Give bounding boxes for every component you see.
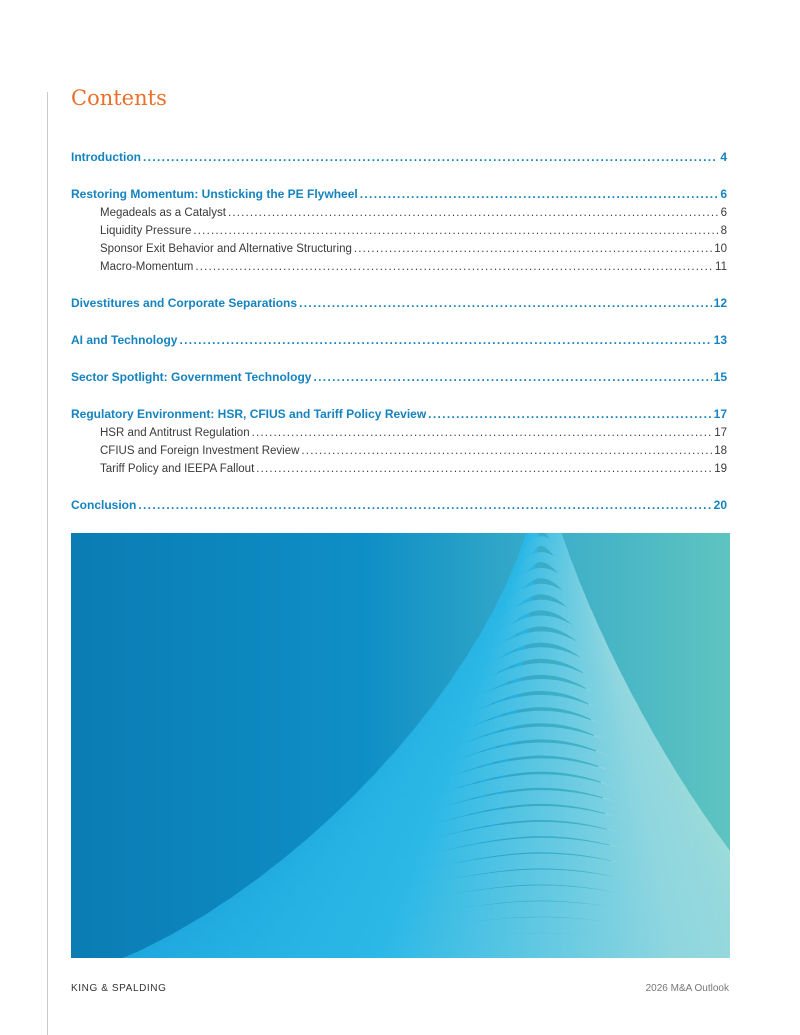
- toc-entry-page-number: 19: [714, 463, 727, 475]
- toc-subsection-entry[interactable]: [71, 204, 727, 222]
- toc-subsection-entry[interactable]: [71, 460, 727, 478]
- toc-entry-label: Sponsor Exit Behavior and Alternative Structuring: [100, 243, 352, 255]
- publication-title: 2026 M&A Outlook: [645, 983, 729, 994]
- dot-leader: [138, 495, 711, 515]
- page-title: Contents: [71, 86, 167, 110]
- toc-subsection-entry[interactable]: [71, 222, 727, 240]
- dot-leader: [252, 424, 713, 442]
- toc-subsection-entry[interactable]: [71, 258, 727, 276]
- dot-leader: [179, 330, 711, 350]
- dot-leader: [256, 460, 712, 478]
- toc-entry-label: CFIUS and Foreign Investment Review: [100, 445, 300, 457]
- toc-entry-page-number: 6: [720, 207, 727, 219]
- toc-entry-label: Regulatory Environment: HSR, CFIUS and Tariff Policy Review: [71, 407, 427, 421]
- toc-entry-page-number: 10: [714, 243, 727, 255]
- toc-entry-label: Megadeals as a Catalyst: [100, 207, 226, 219]
- toc-entry-page-number: 8: [720, 225, 727, 237]
- toc-entry-label: Macro-Momentum: [100, 261, 194, 273]
- toc-section-entry[interactable]: [71, 293, 727, 313]
- toc-entry-page-number: 13: [713, 333, 727, 347]
- toc-entry-page-number: 17: [714, 427, 727, 439]
- toc-section-entry[interactable]: [71, 330, 727, 350]
- dot-leader: [354, 240, 712, 258]
- toc-subsection-entry[interactable]: [71, 442, 727, 460]
- toc-entry-page-number: 18: [714, 445, 727, 457]
- toc-subsection-entry[interactable]: [71, 240, 727, 258]
- toc-entry-label: Sector Spotlight: Government Technology: [71, 370, 312, 384]
- table-of-contents: [71, 147, 727, 515]
- dot-leader: [228, 204, 719, 222]
- dot-leader: [360, 184, 719, 204]
- dot-leader: [143, 147, 718, 167]
- toc-entry-label: AI and Technology: [71, 333, 178, 347]
- dot-leader: [313, 367, 711, 387]
- toc-section-entry[interactable]: [71, 495, 727, 515]
- toc-entry-page-number: 6: [720, 187, 727, 201]
- margin-rule: [47, 92, 48, 1035]
- decorative-wave-artwork: [71, 533, 730, 958]
- toc-entry-page-number: 4: [720, 150, 727, 164]
- toc-section-entry[interactable]: [71, 404, 727, 424]
- dot-leader: [428, 404, 711, 424]
- toc-subsection-entry[interactable]: [71, 424, 727, 442]
- toc-section-entry[interactable]: [71, 147, 727, 167]
- toc-entry-label: Tariff Policy and IEEPA Fallout: [100, 463, 255, 475]
- toc-entry-page-number: 20: [713, 498, 727, 512]
- toc-entry-label: Conclusion: [71, 498, 137, 512]
- dot-leader: [301, 442, 712, 460]
- toc-section-entry[interactable]: [71, 367, 727, 387]
- firm-name: KING & SPALDING: [71, 983, 167, 994]
- dot-leader: [195, 258, 713, 276]
- toc-entry-label: HSR and Antitrust Regulation: [100, 427, 250, 439]
- toc-entry-page-number: 17: [713, 407, 727, 421]
- toc-entry-label: Restoring Momentum: Unsticking the PE Flywheel: [71, 187, 358, 201]
- toc-entry-page-number: 15: [713, 370, 727, 384]
- toc-entry-page-number: 12: [713, 296, 727, 310]
- toc-entry-label: Divestitures and Corporate Separations: [71, 296, 298, 310]
- toc-entry-page-number: 11: [715, 261, 727, 273]
- toc-section-entry[interactable]: [71, 184, 727, 204]
- dot-leader: [193, 222, 718, 240]
- toc-entry-label: Liquidity Pressure: [100, 225, 192, 237]
- dot-leader: [299, 293, 712, 313]
- toc-entry-label: Introduction: [71, 150, 141, 164]
